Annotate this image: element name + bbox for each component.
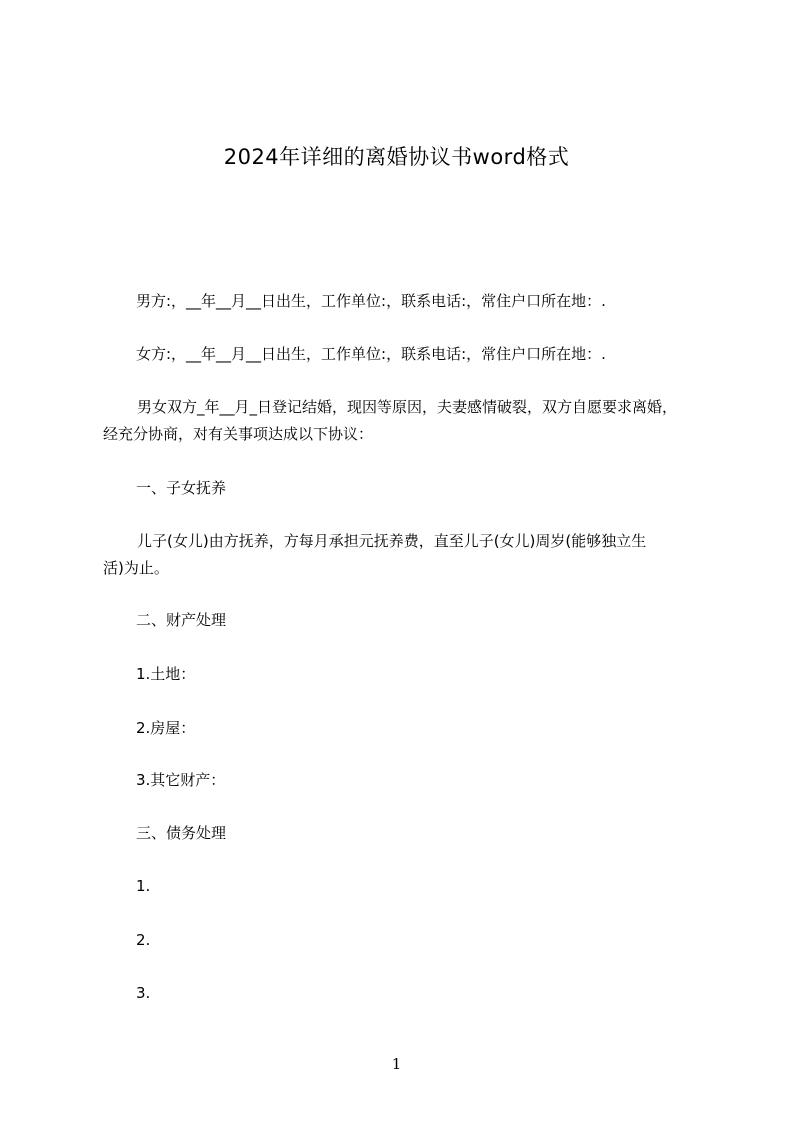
section-heading-debt: 三、债务处理 — [136, 824, 227, 842]
intro-line-2: 经充分协商，对有关事项达成以下协议： — [103, 425, 374, 443]
section-heading-child-custody: 一、子女抚养 — [136, 479, 227, 497]
child-custody-line-2: 活)为止。 — [103, 559, 169, 577]
wife-info-line: 女方:，__年__月__日出生，工作单位:，联系电话:，常住户口所在地：. — [136, 345, 606, 363]
child-custody-paragraph — [103, 528, 723, 582]
intro-paragraph — [103, 394, 723, 448]
husband-info-line: 男方:，__年__月__日出生，工作单位:，联系电话:，常住户口所在地：. — [136, 292, 606, 310]
property-item-house: 2.房屋： — [136, 719, 196, 737]
property-item-land: 1.土地： — [136, 665, 196, 683]
debt-item-2: 2. — [136, 931, 151, 949]
document-title: 2024年详细的离婚协议书word格式 — [223, 145, 570, 169]
intro-line-1: 男女双方_年__月_日登记结婚，现因等原因，夫妻感情破裂，双方自愿要求离婚， — [137, 398, 678, 416]
property-item-other: 3.其它财产： — [136, 771, 226, 789]
page-number: 1 — [391, 1055, 402, 1073]
debt-item-1: 1. — [136, 877, 151, 895]
section-heading-property: 二、财产处理 — [136, 611, 227, 629]
debt-item-3: 3. — [136, 984, 151, 1002]
child-custody-line-1: 儿子(女儿)由方抚养，方每月承担元抚养费，直至儿子(女儿)周岁(能够独立生 — [137, 532, 647, 550]
